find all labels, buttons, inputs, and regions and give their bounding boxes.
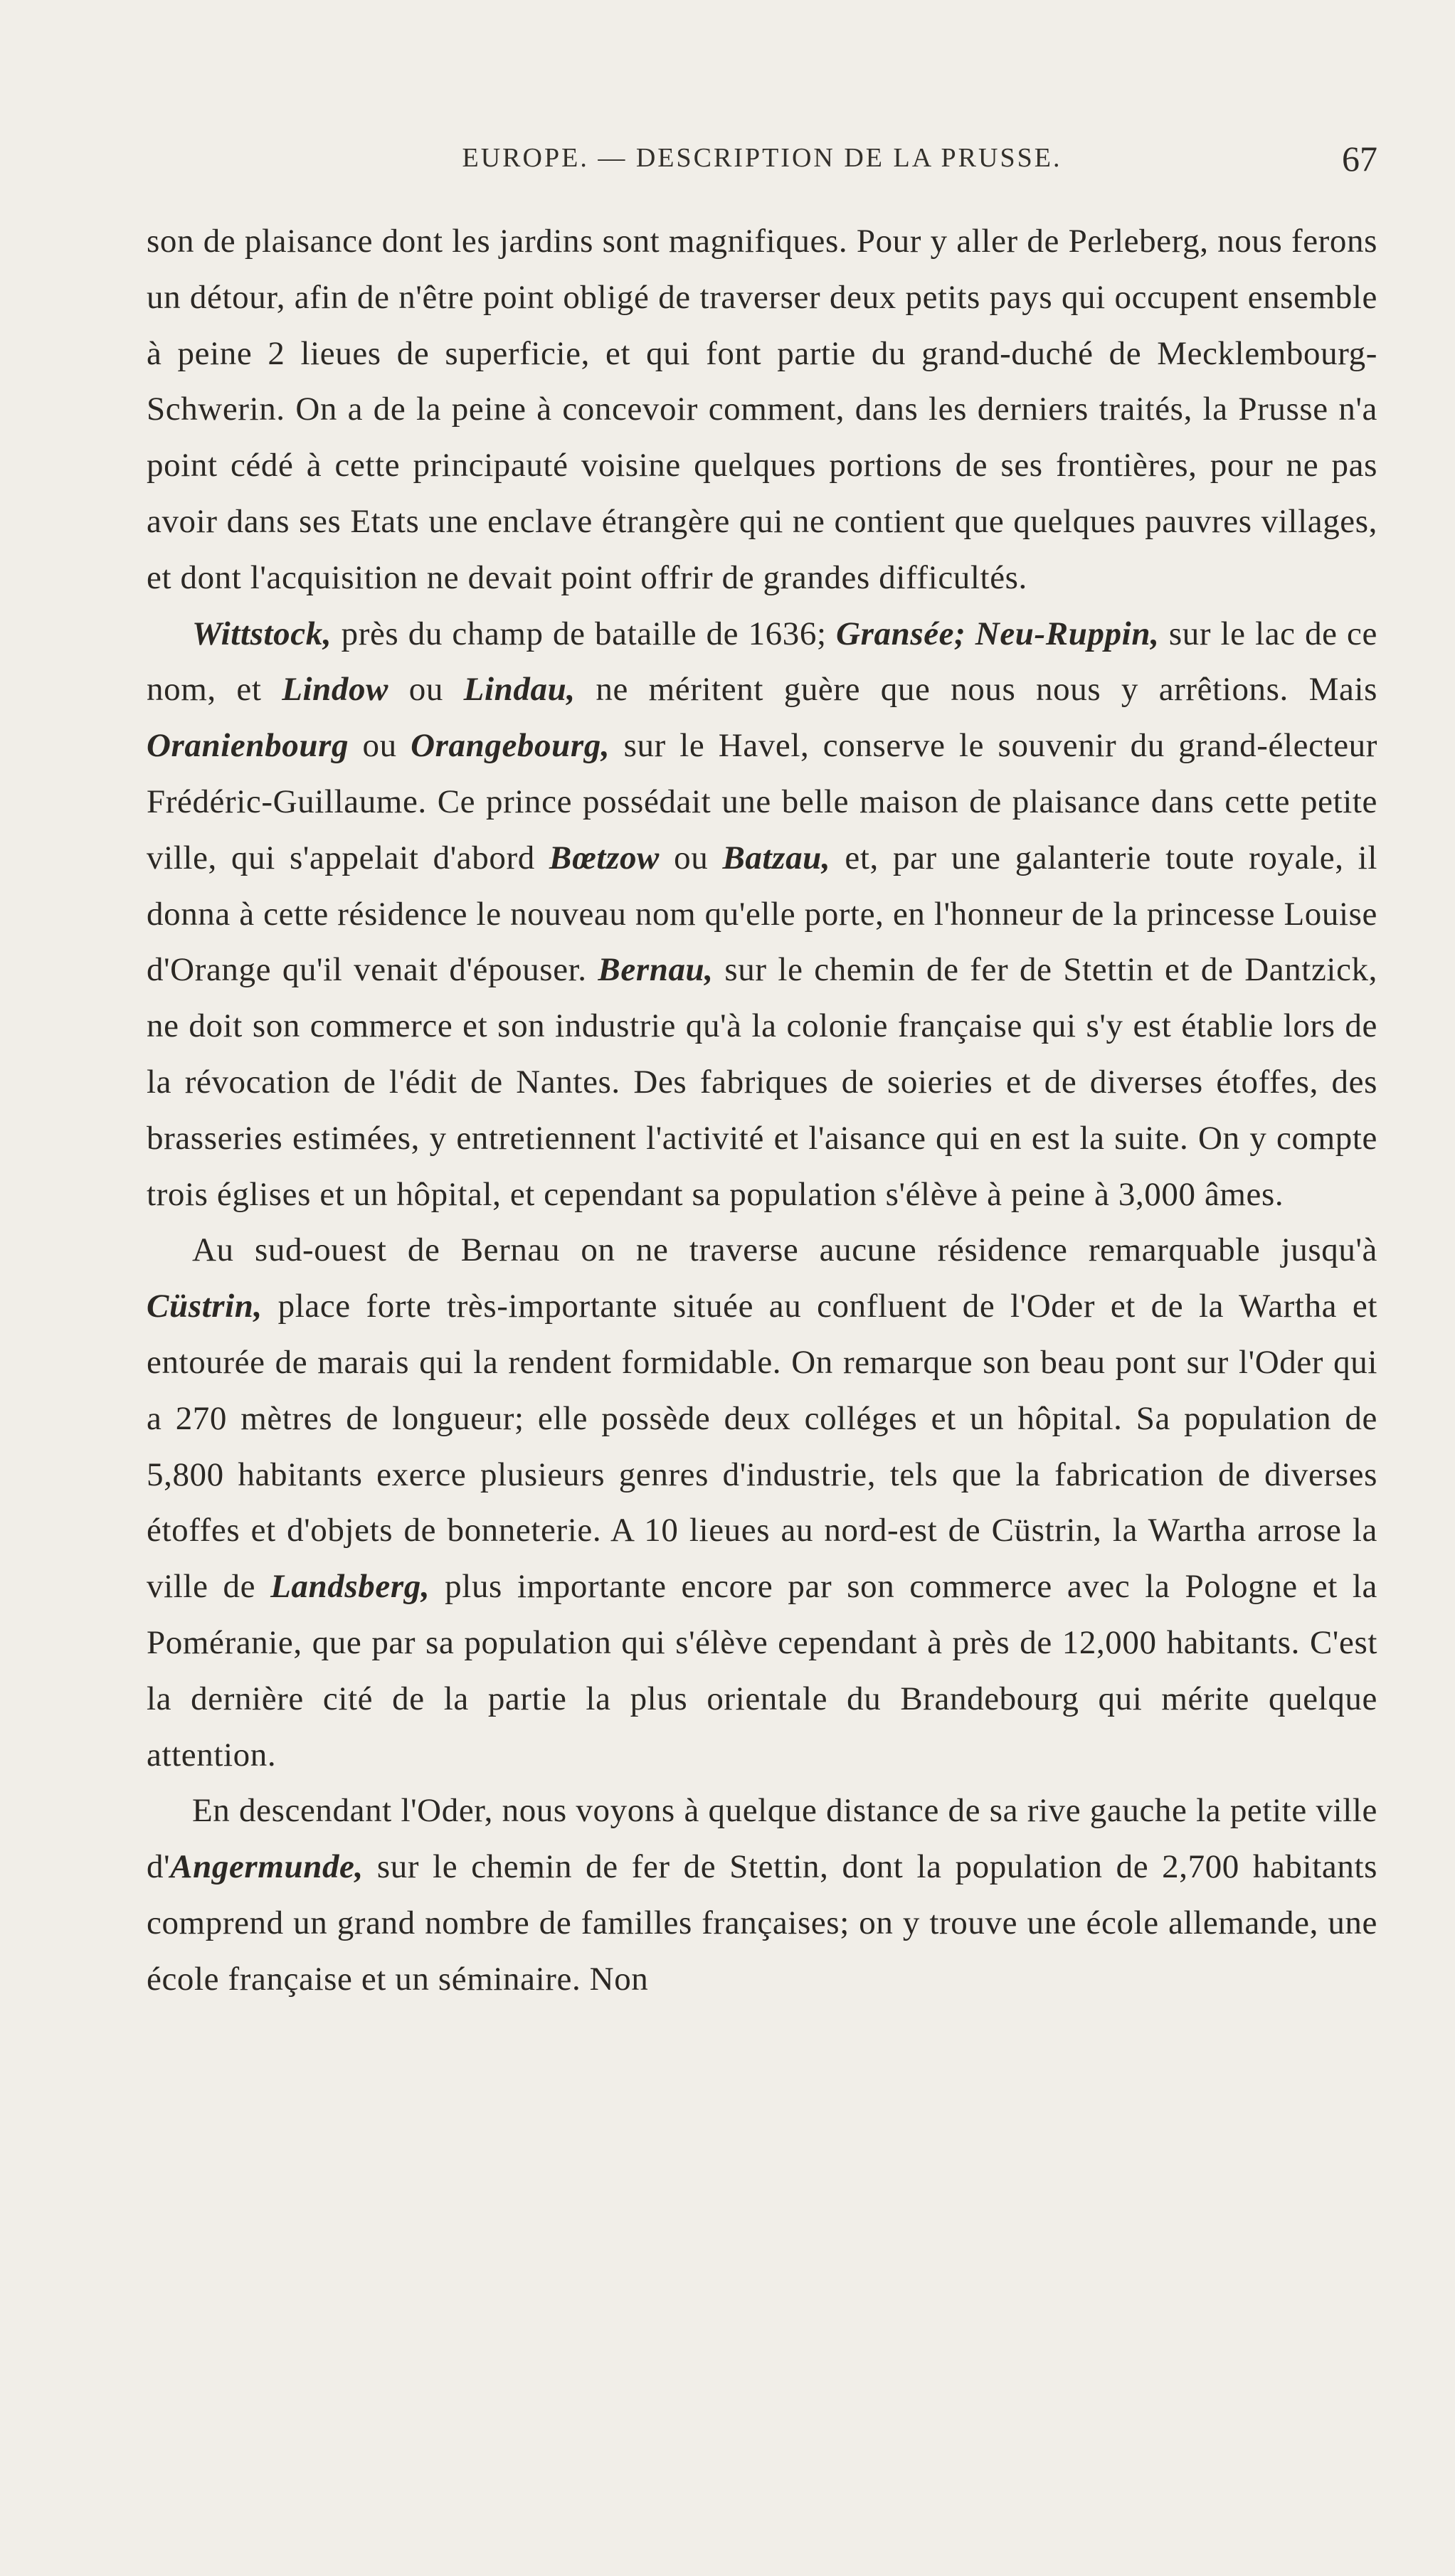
page-header [147,139,1377,192]
text-span: sur le Havel, conserve le souvenir du grand-électeur Frédéric-Guillaume. Ce prince possédait une belle maison de plaisance dans cette petite ville, qui s'appelait d'abord [147,727,1378,876]
text-span: ne méritent guère que nous nous y arrêtions. Mais [575,671,1377,709]
text-span: sur le chemin de fer de Stettin, dont la population de 2,700 habitants comprend un grand nombre de familles françaises; on y trouve une école allemande, une école française et un séminaire. Non [147,1848,1377,1998]
place-name: Landsberg, [270,1568,430,1606]
place-name: Cüstrin, [147,1288,263,1325]
paragraph-4 [147,1783,1377,2007]
paragraph-2 [147,606,1377,1223]
text-span: ou [660,839,723,876]
text-span: ou [388,671,464,709]
place-name: Bœtzow [549,839,660,876]
place-name: Oranienbourg [147,727,349,765]
place-name: Batzau, [722,839,831,876]
place-name: Lindow [282,671,389,709]
paragraph-1 [147,213,1377,606]
text-span: En descendant l'Oder, nous voyons à quelque distance de sa rive gauche la petite ville d' [147,1792,1377,1886]
text-span: près du champ de bataille de 1636; [332,615,837,652]
running-title: EUROPE. — DESCRIPTION DE LA PRUSSE. [462,143,1062,173]
text-span: place forte très-importante située au confluent de l'Oder et de la Wartha et entourée de marais qui la rendent formidable. On remarque son beau pont sur l'Oder qui a 270 mètres de longueur; elle possède deux colléges et un hôpital. Sa population de 5,800 habitants exerce plusieurs genres d'industrie, tels que la fabrication de diverses étoffes et d'objets de bonneterie. A 10 lieues au nord-est de Cüstrin, la Wartha arrose la ville de [147,1288,1377,1606]
text-span: Au sud-ouest de Bernau on ne traverse aucune résidence remarquable jusqu'à [192,1231,1377,1269]
place-name: Gransée; Neu-Ruppin, [836,615,1160,652]
text-span: sur le chemin de fer de Stettin et de Dantzick, ne doit son commerce et son industrie qu'à la colonie française qui s'y est établie lors de la révocation de l'édit de Nantes. Des fabriques de soieries et de diverses étoffes, des brasseries estimées, y entretiennent l'activité et l'aisance qui en est la suite. On y compte trois églises et un hôpital, et cependant sa population s'élève à peine à 3,000 âmes. [147,951,1377,1213]
text-span: son de plaisance dont les jardins sont magnifiques. Pour y aller de Perleberg, nous ferons un détour, afin de n'être point obligé de traverser deux petits pays qui occupent ensemble à peine 2 lieues de superficie, et qui font partie du grand-duché de Mecklembourg-Schwerin. On a de la peine à concevoir comment, dans les derniers traités, la Prusse n'a point cédé à cette principauté voisine quelques portions de ses frontières, pour ne pas avoir dans ses Etats une enclave étrangère qui ne contient que quelques pauvres villages, et dont l'acquisition ne devait point offrir de grandes difficultés. [147,223,1377,596]
text-span: sur le lac de ce nom, et [147,615,1377,709]
place-name: Wittstock, [192,615,332,652]
place-name: Orangebourg, [411,727,610,765]
place-name: Angermunde, [170,1848,364,1886]
body-text [147,213,1377,2008]
page-number: 67 [1342,139,1377,179]
place-name: Lindau, [463,671,576,709]
text-span: ou [349,727,411,765]
text-span: et, par une galanterie toute royale, il donna à cette résidence le nouveau nom qu'elle porte, en l'honneur de la princesse Louise d'Orange qu'il venait d'épouser. [147,839,1377,989]
text-span: plus importante encore par son commerce avec la Pologne et la Poméranie, que par sa population qui s'élève cependant à près de 12,000 habitants. C'est la dernière cité de la partie la plus orientale du Brandebourg qui mérite quelque attention. [147,1568,1377,1774]
place-name: Bernau, [598,951,714,989]
paragraph-3 [147,1222,1377,1783]
